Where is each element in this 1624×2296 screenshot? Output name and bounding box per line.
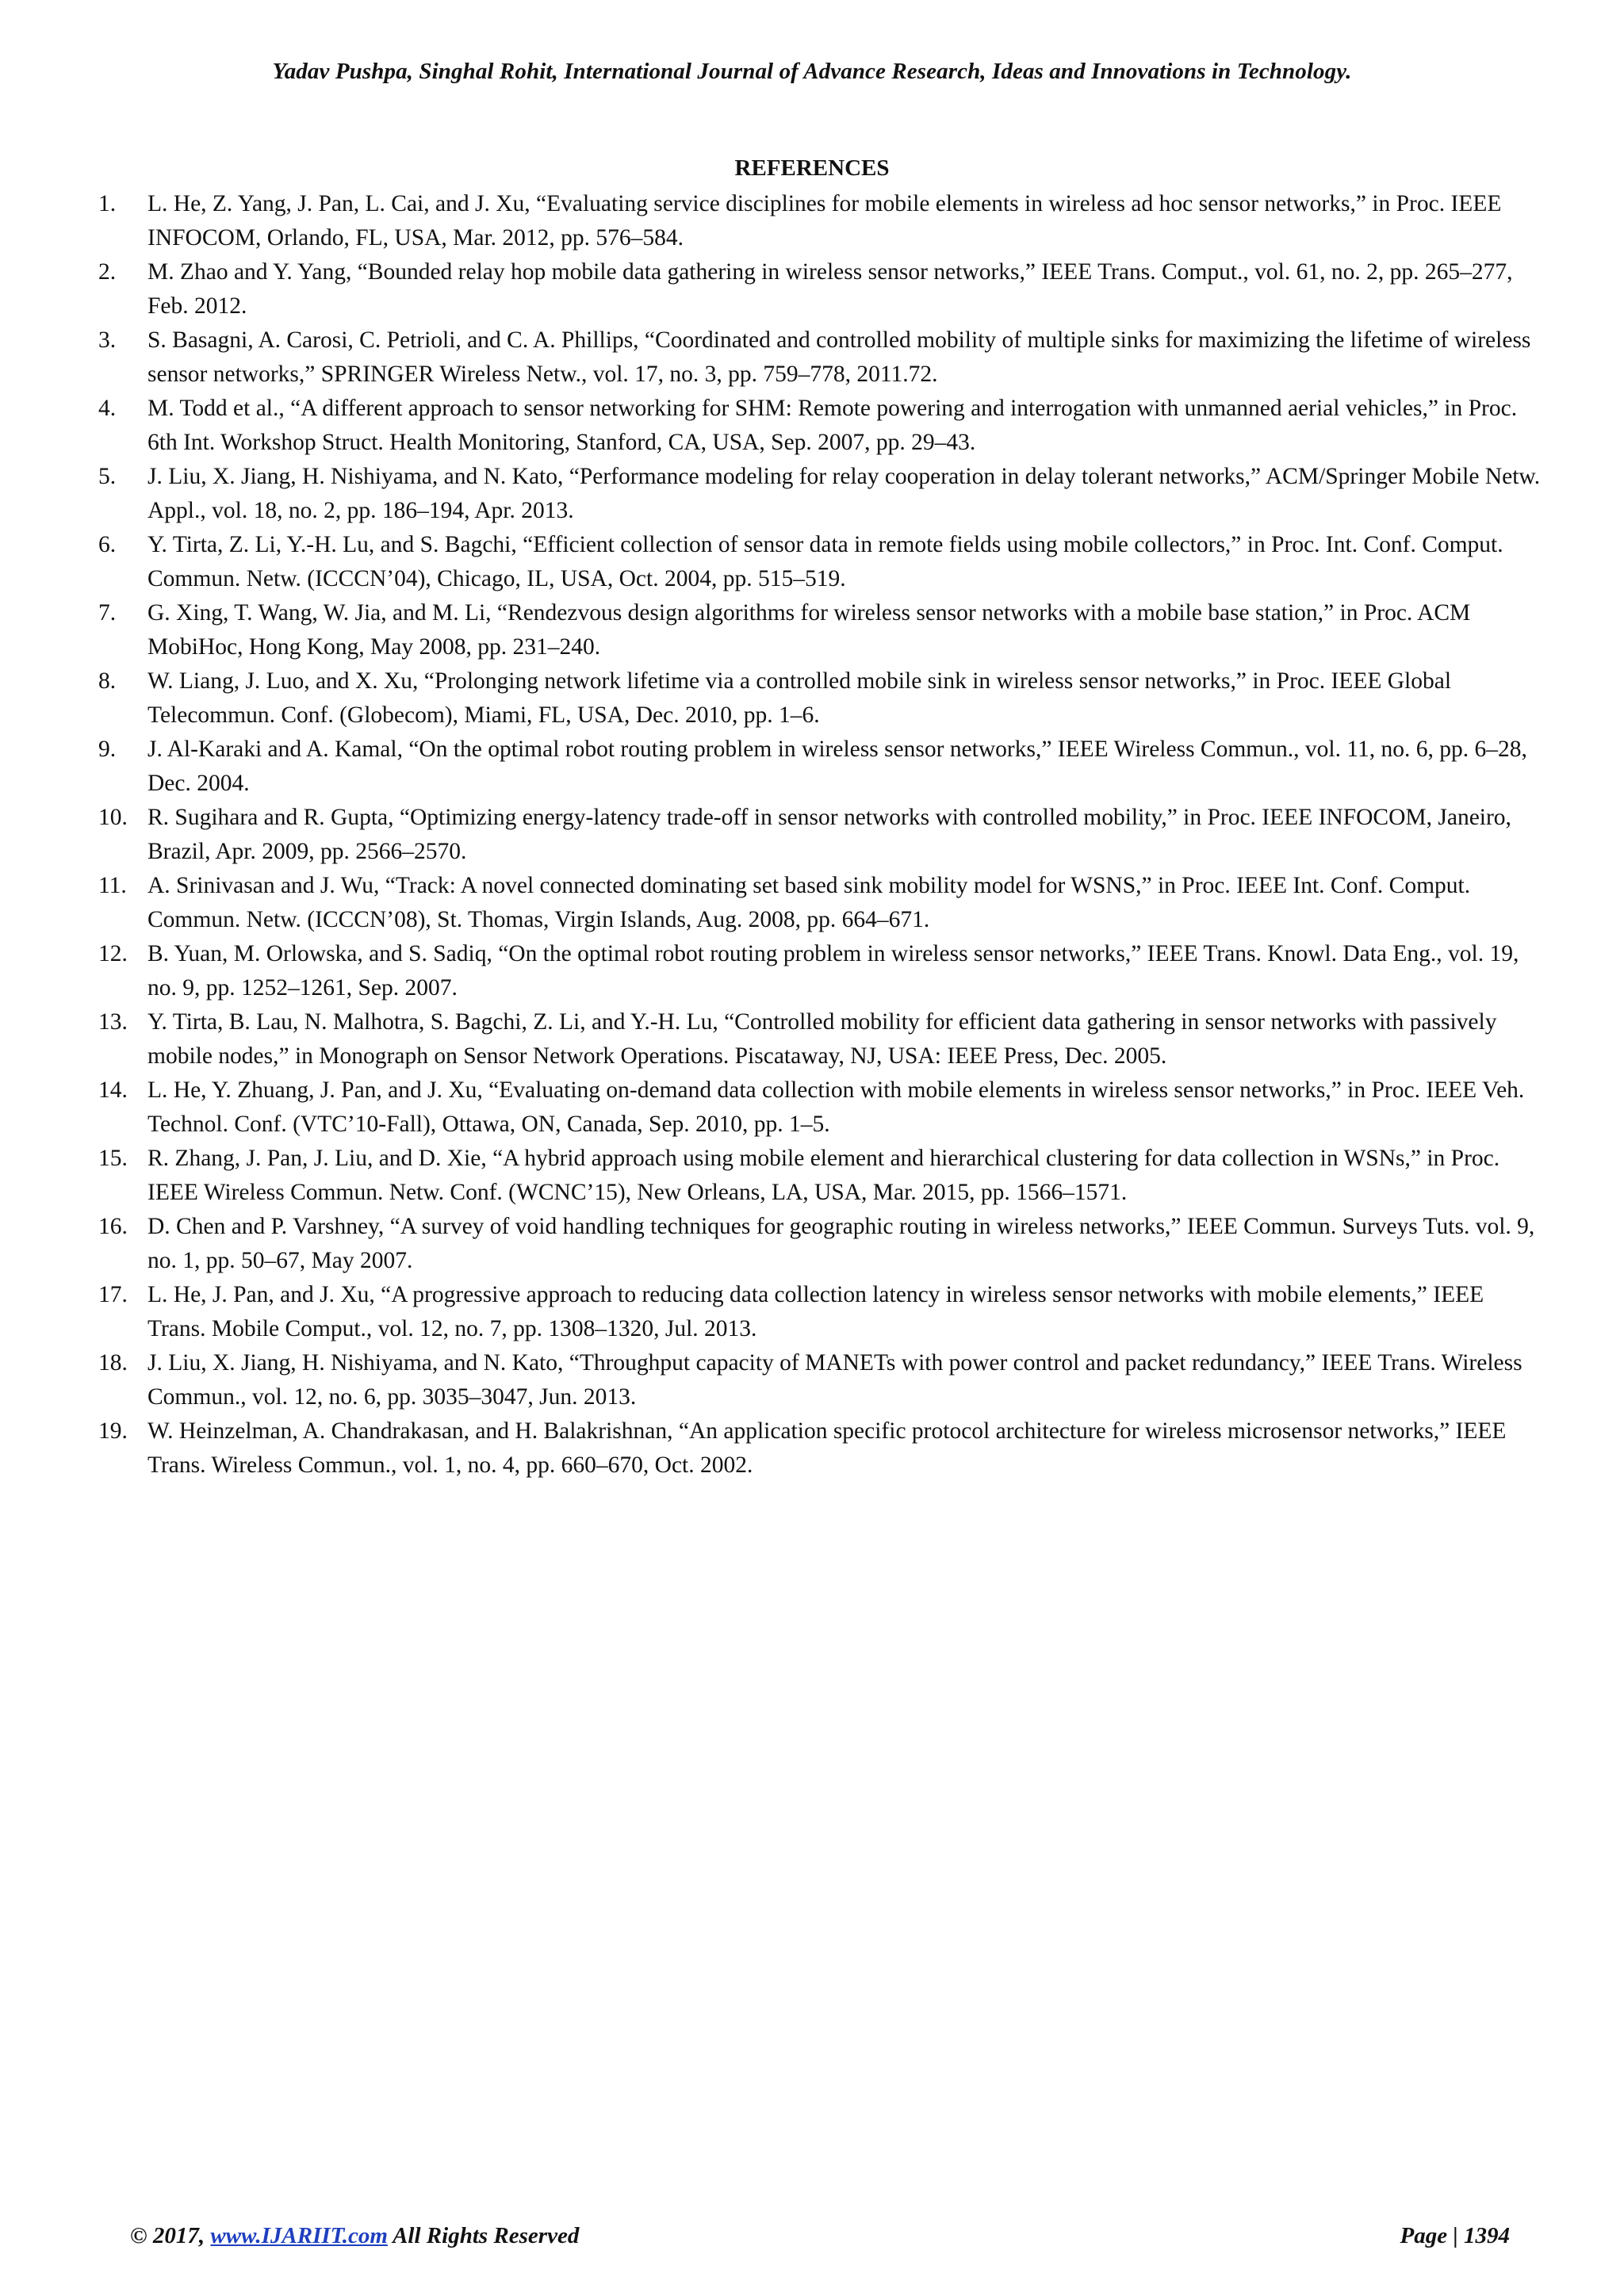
reference-text: Y. Tirta, B. Lau, N. Malhotra, S. Bagchi, Z. Li, and Y.-H. Lu, “Controlled mobility for efficient data gathering in sensor networks with passively mobile nodes,” in Monograph on Sensor Network Operations. Piscataway, NJ, USA: IEEE Press, Dec. 2005. <box>147 1009 1497 1069</box>
reference-number: 14. <box>98 1077 128 1103</box>
reference-item <box>98 664 1546 733</box>
reference-number: 3. <box>98 327 117 353</box>
reference-number: 7. <box>98 600 117 626</box>
reference-item <box>98 528 1546 596</box>
reference-text: M. Todd et al., “A different approach to sensor networking for SHM: Remote powering and interrogation with unmanned aerial vehicles,” in Proc. 6th Int. Workshop Struct. Health Monitoring, Stanford, CA, USA, Sep. 2007, pp. 29–43. <box>147 396 1518 455</box>
reference-item <box>98 1005 1546 1073</box>
journal-website-link[interactable]: www.IJARIIT.com <box>210 2223 388 2248</box>
reference-number: 13. <box>98 1009 128 1035</box>
reference-item <box>98 937 1546 1005</box>
reference-item <box>98 596 1546 664</box>
reference-number: 15. <box>98 1146 128 1171</box>
reference-number: 6. <box>98 532 117 557</box>
reference-text: L. He, Z. Yang, J. Pan, L. Cai, and J. Xu, “Evaluating service disciplines for mobile elements in wireless ad hoc sensor networks,” in Proc. IEEE INFOCOM, Orlando, FL, USA, Mar. 2012, pp. 576–584. <box>147 191 1502 251</box>
reference-item <box>98 801 1546 869</box>
reference-item <box>98 733 1546 801</box>
reference-number: 8. <box>98 668 117 694</box>
reference-text: G. Xing, T. Wang, W. Jia, and M. Li, “Rendezvous design algorithms for wireless sensor networks with a mobile base station,” in Proc. ACM MobiHoc, Hong Kong, May 2008, pp. 231–240. <box>147 600 1471 660</box>
reference-item <box>98 1346 1546 1414</box>
page-number: Page | 1394 <box>1400 2223 1510 2248</box>
copyright-suffix: All Rights Reserved <box>393 2223 580 2248</box>
reference-text: R. Zhang, J. Pan, J. Liu, and D. Xie, “A hybrid approach using mobile element and hierarchical clustering for data collection in WSNs,” in Proc. IEEE Wireless Commun. Netw. Conf. (WCNC’15), New Orleans, LA, USA, Mar. 2015, pp. 1566–1571. <box>147 1146 1500 1205</box>
reference-text: J. Liu, X. Jiang, H. Nishiyama, and N. Kato, “Throughput capacity of MANETs with power control and packet redundancy,” IEEE Trans. Wireless Commun., vol. 12, no. 6, pp. 3035–3047, Jun. 2013. <box>147 1350 1522 1410</box>
reference-item <box>98 187 1546 255</box>
reference-item <box>98 869 1546 937</box>
reference-number: 10. <box>98 805 128 830</box>
running-header: Yadav Pushpa, Singhal Rohit, International Journal of Advance Research, Ideas and Innovations in Technology. <box>272 59 1352 84</box>
reference-list <box>98 187 1546 1483</box>
reference-item <box>98 1142 1546 1210</box>
reference-item <box>98 255 1546 323</box>
reference-text: L. He, J. Pan, and J. Xu, “A progressive approach to reducing data collection latency in wireless sensor networks with mobile elements,” IEEE Trans. Mobile Comput., vol. 12, no. 7, pp. 1308–1320, Jul. 2013. <box>147 1282 1484 1341</box>
reference-text: J. Al-Karaki and A. Kamal, “On the optimal robot routing problem in wireless sensor networks,” IEEE Wireless Commun., vol. 11, no. 6, pp. 6–28, Dec. 2004. <box>147 737 1527 796</box>
reference-number: 9. <box>98 737 117 762</box>
references-heading: REFERENCES <box>734 155 890 181</box>
reference-text: J. Liu, X. Jiang, H. Nishiyama, and N. Kato, “Performance modeling for relay cooperation in delay tolerant networks,” ACM/Springer Mobile Netw. Appl., vol. 18, no. 2, pp. 186–194, Apr. 2013. <box>147 464 1541 523</box>
reference-number: 16. <box>98 1214 128 1239</box>
reference-number: 12. <box>98 941 128 966</box>
reference-item <box>98 392 1546 460</box>
reference-text: B. Yuan, M. Orlowska, and S. Sadiq, “On the optimal robot routing problem in wireless sensor networks,” IEEE Trans. Knowl. Data Eng., vol. 19, no. 9, pp. 1252–1261, Sep. 2007. <box>147 941 1519 1001</box>
reference-text: R. Sugihara and R. Gupta, “Optimizing energy-latency trade-off in sensor networks with controlled mobility,” in Proc. IEEE INFOCOM, Janeiro, Brazil, Apr. 2009, pp. 2566–2570. <box>147 805 1511 864</box>
reference-item <box>98 1073 1546 1142</box>
reference-text: W. Heinzelman, A. Chandrakasan, and H. Balakrishnan, “An application specific protocol architecture for wireless microsensor networks,” IEEE Trans. Wireless Commun., vol. 1, no. 4, pp. 660–670, Oct. 2002. <box>147 1418 1507 1478</box>
reference-number: 4. <box>98 396 117 421</box>
reference-number: 1. <box>98 191 117 216</box>
reference-number: 17. <box>98 1282 128 1307</box>
reference-text: S. Basagni, A. Carosi, C. Petrioli, and C. A. Phillips, “Coordinated and controlled mobility of multiple sinks for maximizing the lifetime of wireless sensor networks,” SPRINGER Wireless Netw., vol. 17, no. 3, pp. 759–778, 2011.72. <box>147 327 1531 387</box>
reference-item <box>98 1278 1546 1346</box>
reference-text: L. He, Y. Zhuang, J. Pan, and J. Xu, “Evaluating on-demand data collection with mobile elements in wireless sensor networks,” in Proc. IEEE Veh. Technol. Conf. (VTC’10-Fall), Ottawa, ON, Canada, Sep. 2010, pp. 1–5. <box>147 1077 1525 1137</box>
copyright-prefix: © 2017, <box>130 2223 205 2248</box>
reference-text: Y. Tirta, Z. Li, Y.-H. Lu, and S. Bagchi, “Efficient collection of sensor data in remote fields using mobile collectors,” in Proc. Int. Conf. Comput. Commun. Netw. (ICCCN’04), Chicago, IL, USA, Oct. 2004, pp. 515–519. <box>147 532 1503 591</box>
reference-number: 18. <box>98 1350 128 1376</box>
footer-copyright <box>130 2223 579 2249</box>
reference-number: 19. <box>98 1418 128 1444</box>
reference-number: 11. <box>98 873 127 898</box>
reference-item <box>98 1210 1546 1278</box>
reference-text: W. Liang, J. Luo, and X. Xu, “Prolonging network lifetime via a controlled mobile sink in wireless sensor networks,” in Proc. IEEE Global Telecommun. Conf. (Globecom), Miami, FL, USA, Dec. 2010, pp. 1–6. <box>147 668 1452 728</box>
reference-text: D. Chen and P. Varshney, “A survey of void handling techniques for geographic routing in wireless networks,” IEEE Commun. Surveys Tuts. vol. 9, no. 1, pp. 50–67, May 2007. <box>147 1214 1535 1273</box>
reference-text: M. Zhao and Y. Yang, “Bounded relay hop mobile data gathering in wireless sensor networks,” IEEE Trans. Comput., vol. 61, no. 2, pp. 265–277, Feb. 2012. <box>147 259 1513 319</box>
reference-item <box>98 323 1546 392</box>
reference-number: 2. <box>98 259 117 285</box>
reference-item <box>98 1414 1546 1483</box>
reference-text: A. Srinivasan and J. Wu, “Track: A novel connected dominating set based sink mobility model for WSNS,” in Proc. IEEE Int. Conf. Comput. Commun. Netw. (ICCCN’08), St. Thomas, Virgin Islands, Aug. 2008, pp. 664–671. <box>147 873 1471 932</box>
reference-item <box>98 460 1546 528</box>
reference-number: 5. <box>98 464 117 489</box>
